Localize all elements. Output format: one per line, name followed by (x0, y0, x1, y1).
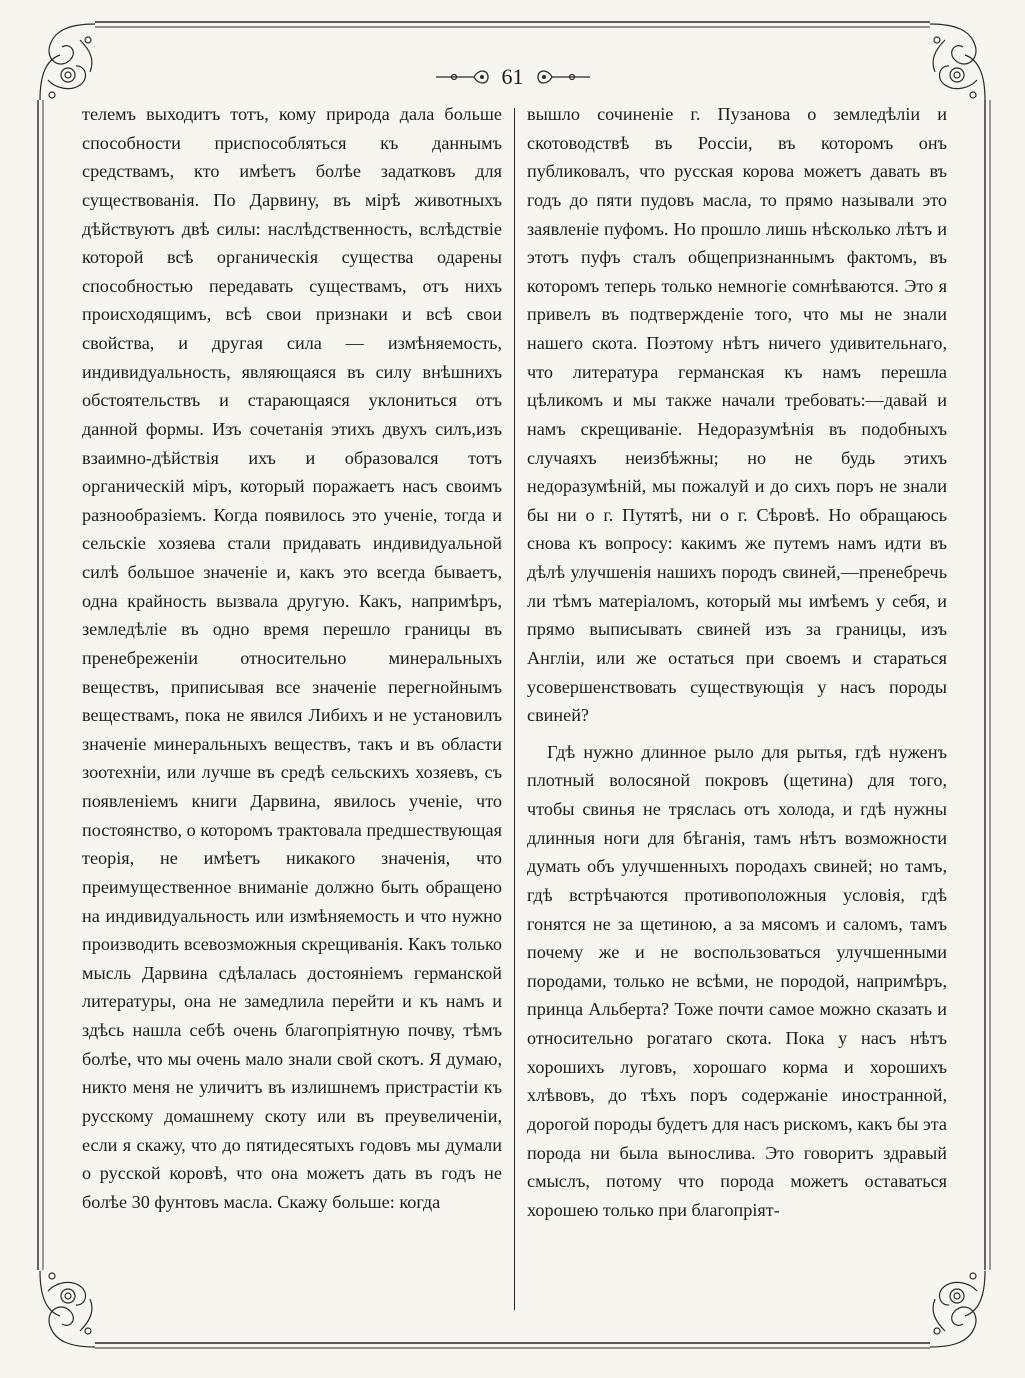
text-column-right (527, 100, 947, 1224)
corner-ornament-bottom-right (930, 1271, 985, 1347)
corner-ornament-bottom-left (40, 1271, 95, 1347)
paragraph: Гдѣ нужно длинное рыло для рытья, гдѣ нуженъ плотный волосяной покровъ (щетина) для того, чтобы свинья не тряслась отъ холода, и гдѣ нужны длинныя ноги для бѣганія, тамъ нѣтъ возможности думать объ улучшенныхъ породахъ свиней; но тамъ, гдѣ встрѣчаются противоположныя условія, гдѣ гонятся не за щетиною, а за мясомъ и саломъ, тамъ почему же и не воспользоваться улучшенными породами, только не всѣми, не породой, напримѣръ, принца Альберта? Тоже почти самое можно сказать и относительно рогатаго скота. Пока у насъ нѣтъ хорошихъ луговъ, хорошаго корма и хорошихъ хлѣвовъ, до тѣхъ поръ содержаніе иностранной, дорогой породы будетъ для насъ рискомъ, какъ бы эта порода ни была вынослива. Это говоритъ здравый смыслъ, потому что порода можетъ оставаться хорошею только при благопріят- (527, 741, 947, 1220)
page-number: 61 (501, 64, 524, 89)
header-flourish-right-icon (534, 67, 592, 87)
text-column-left (82, 100, 502, 1216)
column-divider (514, 108, 515, 1310)
header-flourish-left-icon (434, 67, 492, 87)
page-header (0, 62, 1025, 92)
paragraph: вышло сочиненіе г. Пузанова о земледѣліи и скотоводствѣ въ Россіи, въ которомъ онъ публиковалъ, что русская корова можетъ давать въ годъ до пяти пудовъ масла, то прямо называли это заявленіе пуфомъ. Но прошло лишь нѣсколько лѣтъ и этотъ пуфъ сталъ общепризнаннымъ фактомъ, въ которомъ теперь только немногіе сомнѣваются. Это я привелъ въ подтвержденіе того, что мы не знали нашего скота. Поэтому нѣтъ ничего удивительнаго, что литература германская къ намъ перешла цѣликомъ и мы также начали требовать:—давай и намъ скрещиваніе. Недоразумѣнія въ подобныхъ случаяхъ неизбѣжны; но не будь этихъ недоразумѣній, мы пожалуй и до сихъ поръ не знали бы ни о г. Путятѣ, ни о г. Сѣровѣ. Но обращаюсь снова къ вопросу: какимъ же путемъ намъ идти въ дѣлѣ улучшенія нашихъ породъ свиней,—пренебречь ли тѣмъ матеріаломъ, который мы имѣемъ у себя, и прямо выписывать свиней изъ за границы, изъ Англіи, или же остаться при своемъ и стараться усовершенствовать существующія у насъ породы свиней? (527, 104, 947, 726)
paragraph: телемъ выходитъ тотъ, кому природа дала больше способности приспособляться къ даннымъ средствамъ, кто имѣетъ болѣе задатковъ для существованія. По Дарвину, въ мірѣ животныхъ дѣйствуютъ двѣ силы: наслѣдственность, вслѣдствіе которой всѣ органическія существа одарены способностью передавать существамъ, отъ нихъ происходящимъ, всѣ свои признаки и всѣ свои свойства, и другая сила — измѣняемость, индивидуальность, являющаяся въ силу внѣшнихъ обстоятельствъ и старающаяся уклониться отъ данной формы. Изъ сочетанія этихъ двухъ силъ,изъ взаимно-дѣйствія ихъ и образовался тотъ органическій міръ, который поражаетъ насъ своимъ разнообразіемъ. Когда появилось это ученіе, тогда и сельскіе хозяева стали придавать индивидуальной силѣ большое значеніе и, какъ это всегда бываетъ, одна крайность вызвала другую. Какъ, напримѣръ, земледѣліе въ одно время перешло границы въ пренебреженіи относительно минеральныхъ веществъ, приписывая все значеніе перегнойнымъ веществамъ, пока не явился Либихъ и не установилъ значеніе минеральныхъ веществъ, такъ и въ области зоотехніи, или лучше въ средѣ сельскихъ хозяевъ, съ появленіемъ книги Дарвина, явилось ученіе, что постоянство, о которомъ трактовала предшествующая теорія, не имѣетъ никакого значенія, что преимущественное вниманіе должно быть обращено на индивидуальность или измѣняемость и что нужно производить всевозможныя скрещиванія. Какъ только мысль Дарвина сдѣлалась достояніемъ германской литературы, она не замедлила перейти и къ намъ и здѣсь нашла себѣ очень благопріятную почву, тѣмъ болѣе, что мы очень мало знали свой скотъ. Я думаю, никто меня не уличитъ въ излишнемъ пристрастіи къ русскому домашнему скоту или въ преувеличеніи, если я скажу, что до пятидесятыхъ годовъ мы думали о русской коровѣ, что она можетъ дать въ годъ не болѣе 30 фунтовъ масла. Скажу больше: когда (82, 104, 502, 1212)
